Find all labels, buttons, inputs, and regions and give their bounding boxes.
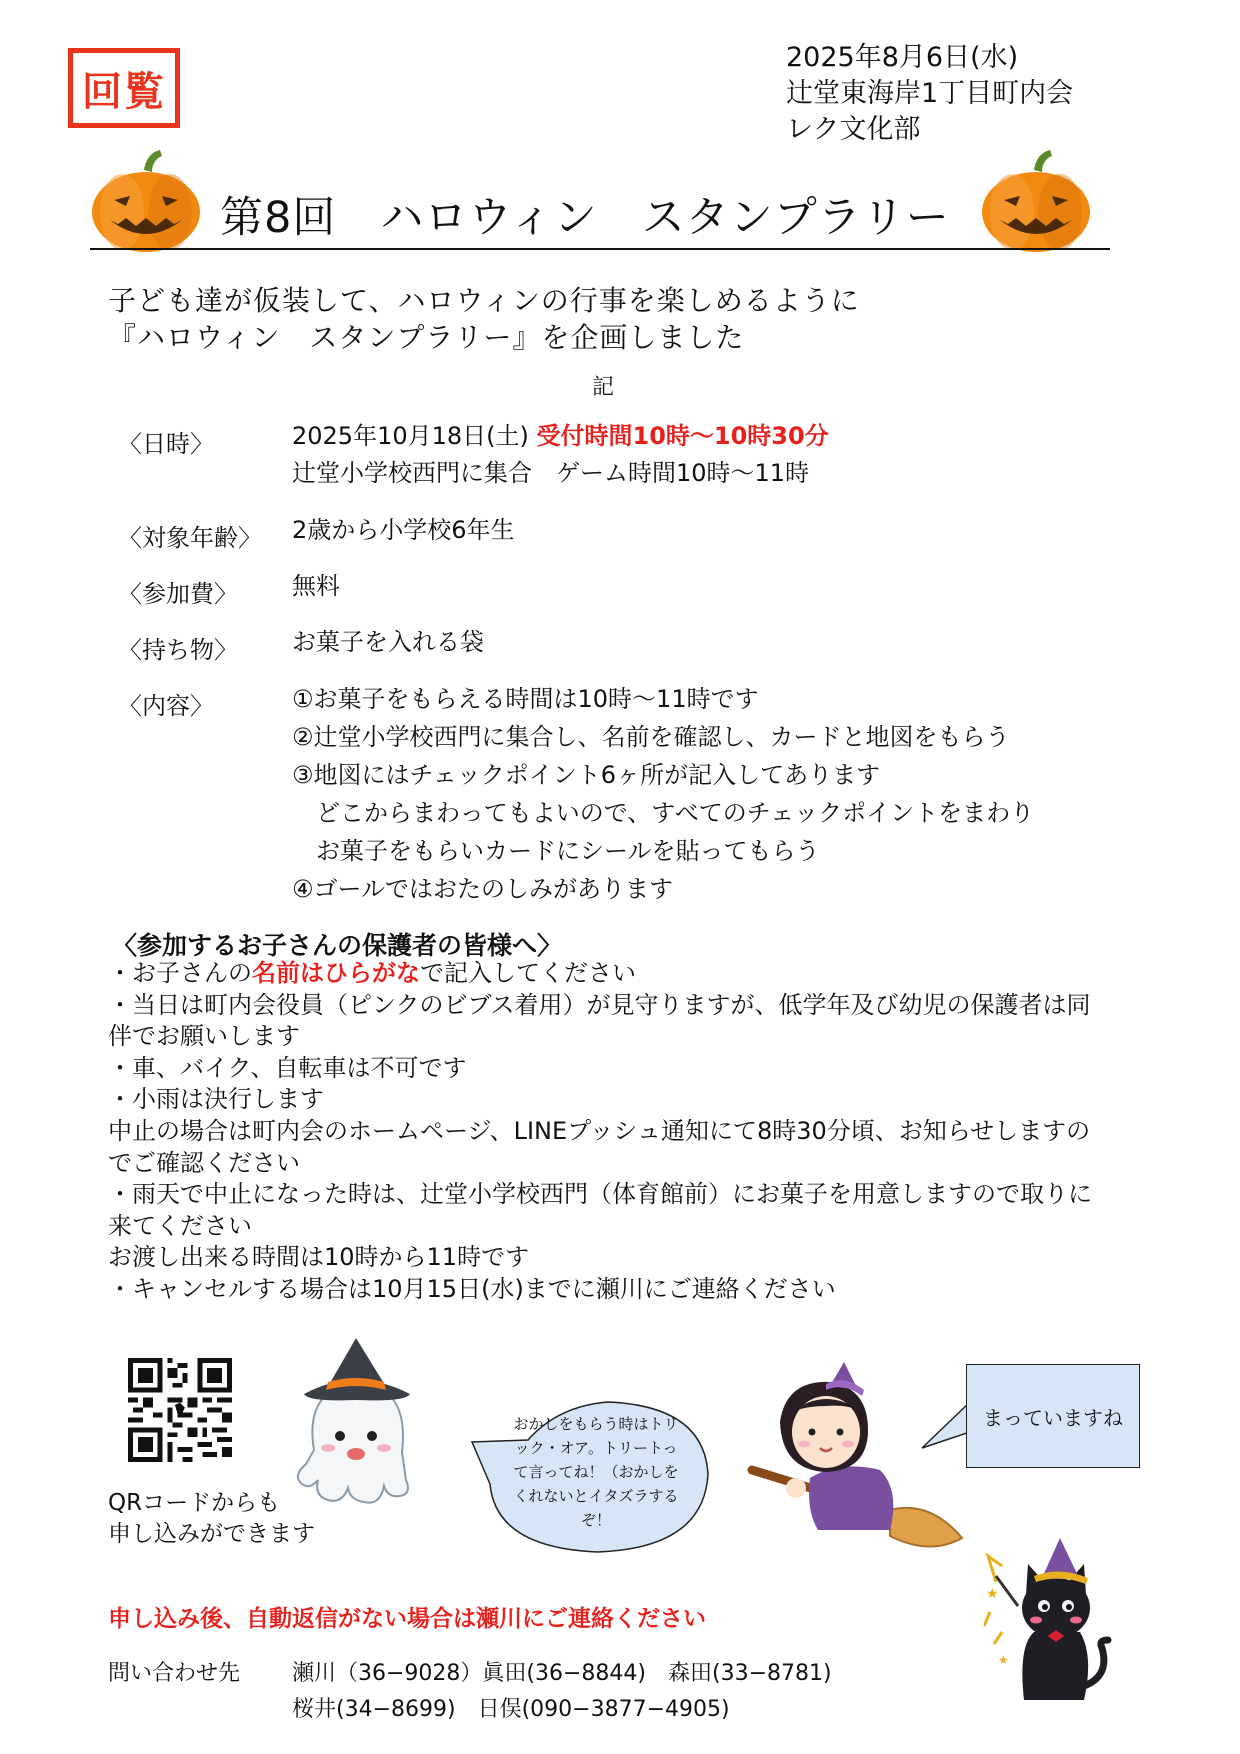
issue-date: 2025年8月6日(水) (786, 42, 1019, 73)
pumpkin-icon (90, 148, 202, 252)
svg-text:★: ★ (998, 1653, 1009, 1667)
page-title: 第8回 ハロウィン スタンプラリー (220, 193, 950, 243)
content-label: 〈内容〉 (118, 692, 214, 720)
auto-reply-warning: 申し込み後、自動返信がない場合は瀬川にご連絡ください (108, 1606, 706, 1632)
box-pointer (920, 1400, 972, 1450)
content-list (292, 680, 1034, 908)
ghost-witch-hat-icon (284, 1330, 434, 1530)
guardians-heading: 〈参加するお子さんの保護者の皆様へ〉 (112, 931, 563, 960)
circulation-stamp: 回覧 (68, 48, 180, 128)
notes-line: お渡し出来る時間は10時から11時です (108, 1243, 530, 1272)
title-underline (90, 248, 1110, 250)
content-line: ④ゴールではおたのしみがあります (292, 875, 674, 903)
contact-label: 問い合わせ先 (108, 1661, 241, 1686)
content-line: ③地図にはチェックポイント6ヶ所が記入してあります (292, 761, 881, 789)
ki-marker: 記 (592, 375, 615, 400)
qr-caption: QRコードからも 申し込みができます (108, 1490, 315, 1547)
hiragana-emphasis: 名前はひらがな (252, 959, 420, 987)
content-line: ①お菓子をもらえる時間は10時〜11時です (292, 685, 759, 713)
content-line: ②辻堂小学校西門に集合し、名前を確認し、カードと地図をもらう (292, 723, 1010, 751)
notes-line: ・車、バイク、自転車は不可です (108, 1053, 467, 1082)
gathering-info: 辻堂小学校西門に集合 ゲーム時間10時〜11時 (292, 459, 810, 487)
notes-line: 中止の場合は町内会のホームページ、LINEプッシュ通知にて8時30分頃、お知らせしますのでご確認ください (108, 1116, 1091, 1177)
reception-time: 受付時間10時〜10時30分 (536, 422, 829, 450)
intro-text (108, 282, 860, 356)
event-date: 2025年10月18日(土) (292, 422, 537, 450)
notes-line: ・キャンセルする場合は10月15日(水)までに瀬川にご連絡ください (108, 1274, 836, 1303)
document-header (786, 40, 1073, 148)
guardians-notes (108, 958, 1108, 1306)
datetime-label: 〈日時〉 (118, 430, 214, 458)
organization-name: 辻堂東海岸1丁目町内会 (786, 78, 1074, 109)
svg-text:★: ★ (986, 1586, 999, 1602)
pumpkin-icon (980, 148, 1092, 252)
bring-value: お菓子を入れる袋 (292, 628, 484, 656)
intro-line: 『ハロウィン スタンプラリー』を企画しました (108, 321, 745, 354)
content-line: どこからまわってもよいので、すべてのチェックポイントをまわり (292, 799, 1035, 827)
title-block (90, 148, 1110, 250)
black-cat-icon (984, 1536, 1116, 1706)
bring-label: 〈持ち物〉 (118, 636, 238, 664)
witch-message-box: まっていますね (966, 1364, 1140, 1468)
department-name: レク文化部 (786, 114, 921, 145)
datetime-value (292, 418, 829, 492)
intro-line: 子ども達が仮装して、ハロウィンの行事を楽しめるように (108, 284, 860, 317)
notes-line: ・当日は町内会役員（ピンクのビブス着用）が見守りますが、低学年及び幼児の保護者は同伴でお願いします (108, 990, 1091, 1051)
fee-label: 〈参加費〉 (118, 580, 238, 608)
notes-line: ・小雨は決行します (108, 1085, 324, 1114)
contact-line: 桜井(34−8699) 日俣(090−3877−4905) (292, 1697, 730, 1722)
notes-line: ・雨天で中止になった時は、辻堂小学校西門（体育館前）にお菓子を用意しますので取りに来てください (108, 1180, 1092, 1240)
age-value: 2歳から小学校6年生 (292, 516, 515, 544)
fee-value: 無料 (292, 572, 340, 600)
age-label: 〈対象年齢〉 (118, 524, 262, 552)
witch-on-broom-icon (740, 1360, 970, 1570)
notes-line: ・お子さんの名前はひらがなで記入してください (108, 959, 636, 987)
contact-block (108, 1656, 832, 1728)
content-line: お菓子をもらいカードにシールを貼ってもらう (292, 837, 820, 865)
contact-line: 瀬川（36−9028）眞田(36−8844) 森田(33−8781) (292, 1661, 832, 1686)
qr-code-icon[interactable] (128, 1358, 232, 1462)
ghost-bubble-text: おかしをもらう時はトリック・オア。トリートって言ってね！（おかしをくれないとイタズラするぞ！ (513, 1415, 679, 1529)
